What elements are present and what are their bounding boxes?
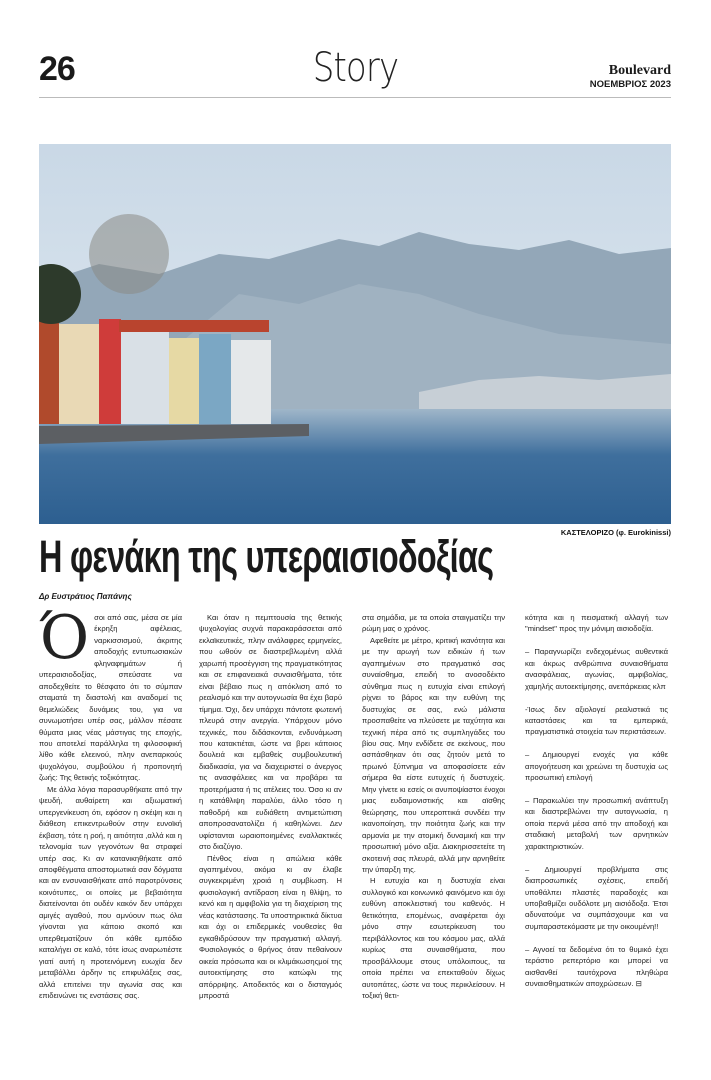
paragraph: κότητα και η πεισματική αλλαγή των "mindset" προς την μόνιμη αισιοδοξία.: [525, 613, 668, 634]
paragraph: σοι από σας, μέσα σε μία έκρηξη αφέλειας, ναρκισσισμού, άκριτης αποδοχής εντυπωσιακών φληναφημάτων ή υπεραισιοδοξίας, σπεύσατε να αποδεχθείτε το θέσφατο ότι το σύμπαν σταματά τη διαστολή και αναδομεί τις θεμελιώδεις δυνάμεις του, για να συνωμοτήσει υπέρ σας, μάλλον πέσατε θύματα μιας νέας μάστιγας της εποχής, που αποτελεί παράλληλα τη φιλοσοφική λίθο κάθε ελεεινού, πλην ανεπαρκούς ψυχολόγου, συμβούλου ή προπονητή ζωής: Της θετικής τοξικότητας.: [39, 613, 182, 783]
text-column-3: [362, 612, 505, 1001]
bullet-item: -Ίσως δεν αξιολογεί ρεαλιστικά τις καταστάσεις και τα εμπειρικά, πραγματιστικά στοιχεία των περιστάσεων.: [525, 704, 668, 737]
page-number: 26: [39, 50, 75, 88]
text-column-4: [525, 612, 668, 990]
article-author: Δρ Ευστράτιος Παπάνης: [39, 592, 132, 601]
harbor-photo: [39, 144, 671, 524]
paragraph: Πένθος είναι η απώλεια κάθε αγαπημένου, ακόμα κι αν έλαβε συγκεκριμένη χροιά η συμβίωση. Η φυσιολογική αντίδραση είναι η θλίψη, το κενό και η αμφιβολία για τη διαχείριση της νέας κατάστασης. Τα υποστηρικτικά δίκτυα και όχι οι επιδερμικές νουθεσίες θα εγκαθιδρύσουν την πραγματική αλλαγή. Φυσιολογικός ο θρήνος όταν πεθαίνουν οικεία πρόσωπα και οι κλιμάκωσηςμοί της αυτοεκτίμησης στο κατώφλι της απόρριψης. Αποδεκτός και ο δισταγμός μπροστά: [199, 853, 343, 1000]
masthead: [590, 64, 671, 90]
text-column-2: [199, 612, 342, 1001]
paragraph: Με άλλα λόγια παρασυρθήκατε από την ψευδή, αυθαίρετη και αξιωματική υπεργενίκευση ότι, εφόσον η σκέψη και η διάθεση επικεντρωθούν στην ευνοϊκή έκβαση, τότε η ροή, η αιτιότητα ,αλλά και η τελονομία των γεγονότων θα στραφεί υπέρ σας. Κι αν κατανικηθήκατε από αποφθέγματα αποστομωτικά σαν δόγματα και αν ενσυναισθήκατε από παροτρύνσεις κοινότυπες, οι οποίες με βεβαιότητα διατείνονται ότι ουδέν κακόν δεν υπάρχει αμιγές αγαθού, που αμνύουν πως όλα γίνονται για κάποιο σκοπό και υπερθεματίζουν ότι κάθε εμπόδιο καταλήγει σε καλό, τότε ίσως αναρωτιέστε γιατί αυτή η προτεινόμενη ευωχία δεν μεταβάλλει άρδην τις επιφυλάξεις σας, αλλά επιτείνει την αγωνία σας και επιδεινώνει τις ενστάσεις σας.: [39, 784, 182, 1000]
paragraph: Η ευτυχία και η δυστυχία είναι συλλογικό και κοινωνικό φαινόμενο και όχι ευθύνη αποκλειστική του καθενός. Η θετικότητα, επομένως, αναφέρεται όχι μόνο στην εσωτερίκευση του περιβάλλοντος και του κόσμου μας, αλλά κυρίως στα συναισθήματα, που προσβάλλουμε στους υπόλοιπους, τα οποία πρέπει να επεκταθούν δίχως αυτοπάτες, ώστε να τους περικλείσουν. Η τοξική θετι-: [362, 876, 505, 1000]
bullet-item: – Αγνοεί τα δεδομένα ότι το θυμικό έχει τεράστιο ρεπερτόριο και μπορεί να αισθανθεί ταυτόχρονα πληθώρα συναισθηματικών αποχρώσεων. ⊟: [525, 944, 668, 989]
photo-caption: ΚΑΣΤΕΛΟΡΙΖΟ (φ. Eurokinissi): [560, 528, 671, 537]
text-column-1: [39, 603, 182, 1001]
bullet-item: – Δημιουργεί ενοχές για κάθε απογοήτευση και χρεώνει τη δυστυχία ως προσωπική επιλογή: [525, 750, 668, 783]
article-headline: Η φενάκη της υπεραισιοδοξίας: [39, 531, 494, 582]
bullet-item: – Παραγνωρίζει ενδεχομένως αυθεντικά και άκρως ανθρώπινα συναισθήματα ανασφάλειας, αγωνίας, αμφιβολίας, χαμηλής αυτοεκτίμησης, ανεπάρκειας κλπ: [525, 647, 668, 691]
drop-cap: Ό: [39, 603, 90, 673]
paragraph: στα σημάδια, με τα οποία σταιγματίζει την ρώμη μας ο χρόνος.: [362, 613, 505, 634]
brand-name: Boulevard: [608, 63, 671, 78]
paragraph: Αφεθείτε με μέτρο, κριτική ικανότητα και με την αρωγή των ειδικών ή των αγαπημένων στο πραγματικό σας συναίσθημα, επειδή το ανοσοδέκτο σύνθημα πως η ευτυχία είναι επιλογή ρίχνει το βάρος και την ευθύνη της δυστυχίας σε σας, ενώ μάλιστα προσπαθείτε να πλεύσετε με ταχύτητα και τεχνική πέρα από τις συμπληγάδες του βίου σας. Μην ενδίδετε σε εκείνους, που ασπάσθηκαν ότι σας ζητούν μετά το πρωινό ξύπνημα να αποφασίσετε εάν σήμερα θα είστε ευτυχείς ή δυστυχείς. Μην γίνετε κι εσείς οι ανυποψίαστοι ένοχοι μιας ευδαιμονιστικής και αϊσθης θεώρησης, που υπεροπτικά συνδέει την ικανοποίηση, την ποιότητα ζωής και την αρμονία με την ατομική δυναμική και την προσωπική μόνο αξία. Διακηρισσετείτε τη σκοτεινή σας πλευρά, αλλά μην αρνηθείτε την ύπαρξη της.: [362, 635, 505, 874]
bullet-item: – Παρακωλύει την προσωπική ανάπτυξη και διαστρεβλώνει την αυτογνωσία, η οποία περνά μέσα από την αποδοχή και σταδιακή μεταβολή των αρνητικών χαρακτηριστικών.: [525, 796, 668, 851]
header-divider: [39, 97, 671, 98]
paragraph: Και όταν η πεμπτουσία της θετικής ψυχολογίας συχνά παρακαράσσεται από εκλαϊκευτικές, πλην ανάλαφρες ερμηνείες, που ωθούν σε διαστρεβλωμένη αλλά χαρωπή προσέγγιση της πραγματικότητας και σε επιφανειακά συναισθήματα, τότε είναι βέβαιο πως η απόκλιση από το ρεαλισμό και την αυτογνωσία θα έχει βαρύ τίμημα. Όχι, δεν υπάρχει πάντοτε φωτεινή πλευρά στην ανεργία. Υπάρχουν μόνο τεχνικές, που διδάσκονται, ενδυνάμωση που κατακτιέται, ώστε να βρει κάποιος δουλειά και εμβαθείς συμβουλευτική διαδικασία, για να διαχειριστεί ο άνεργος τις ανασφάλειες και να προβάρει τα προτερήματα ή τις ατέλειες του. Όσο κι αν η κατάθλιψη παραλύει, άλλο τόσο η παθοδρή και ευδιάθετη αντιμετώπιση αποπροσανατολίζει ή καθηλώνει. Δεν υφίστανται ωραιοποιημένες εναλλακτικές στο διαζύγιο.: [199, 613, 342, 852]
bullet-item: – Δημιουργεί προβλήματα στις διαπροσωπικές σχέσεις, επειδή υποθάλπει πλαστές παραδοχές και υποβαθμίζει ουδόλοτε μη αισιόδοξα. Έτσι αδυνατούμε να συμπάσχουμε και να συμπαραστεκόμαστε με την οικουμένη!!: [525, 864, 668, 931]
issue-date: ΝΟΕΜΒΡΙΟΣ 2023: [589, 79, 671, 90]
section-title: Story: [312, 45, 399, 91]
